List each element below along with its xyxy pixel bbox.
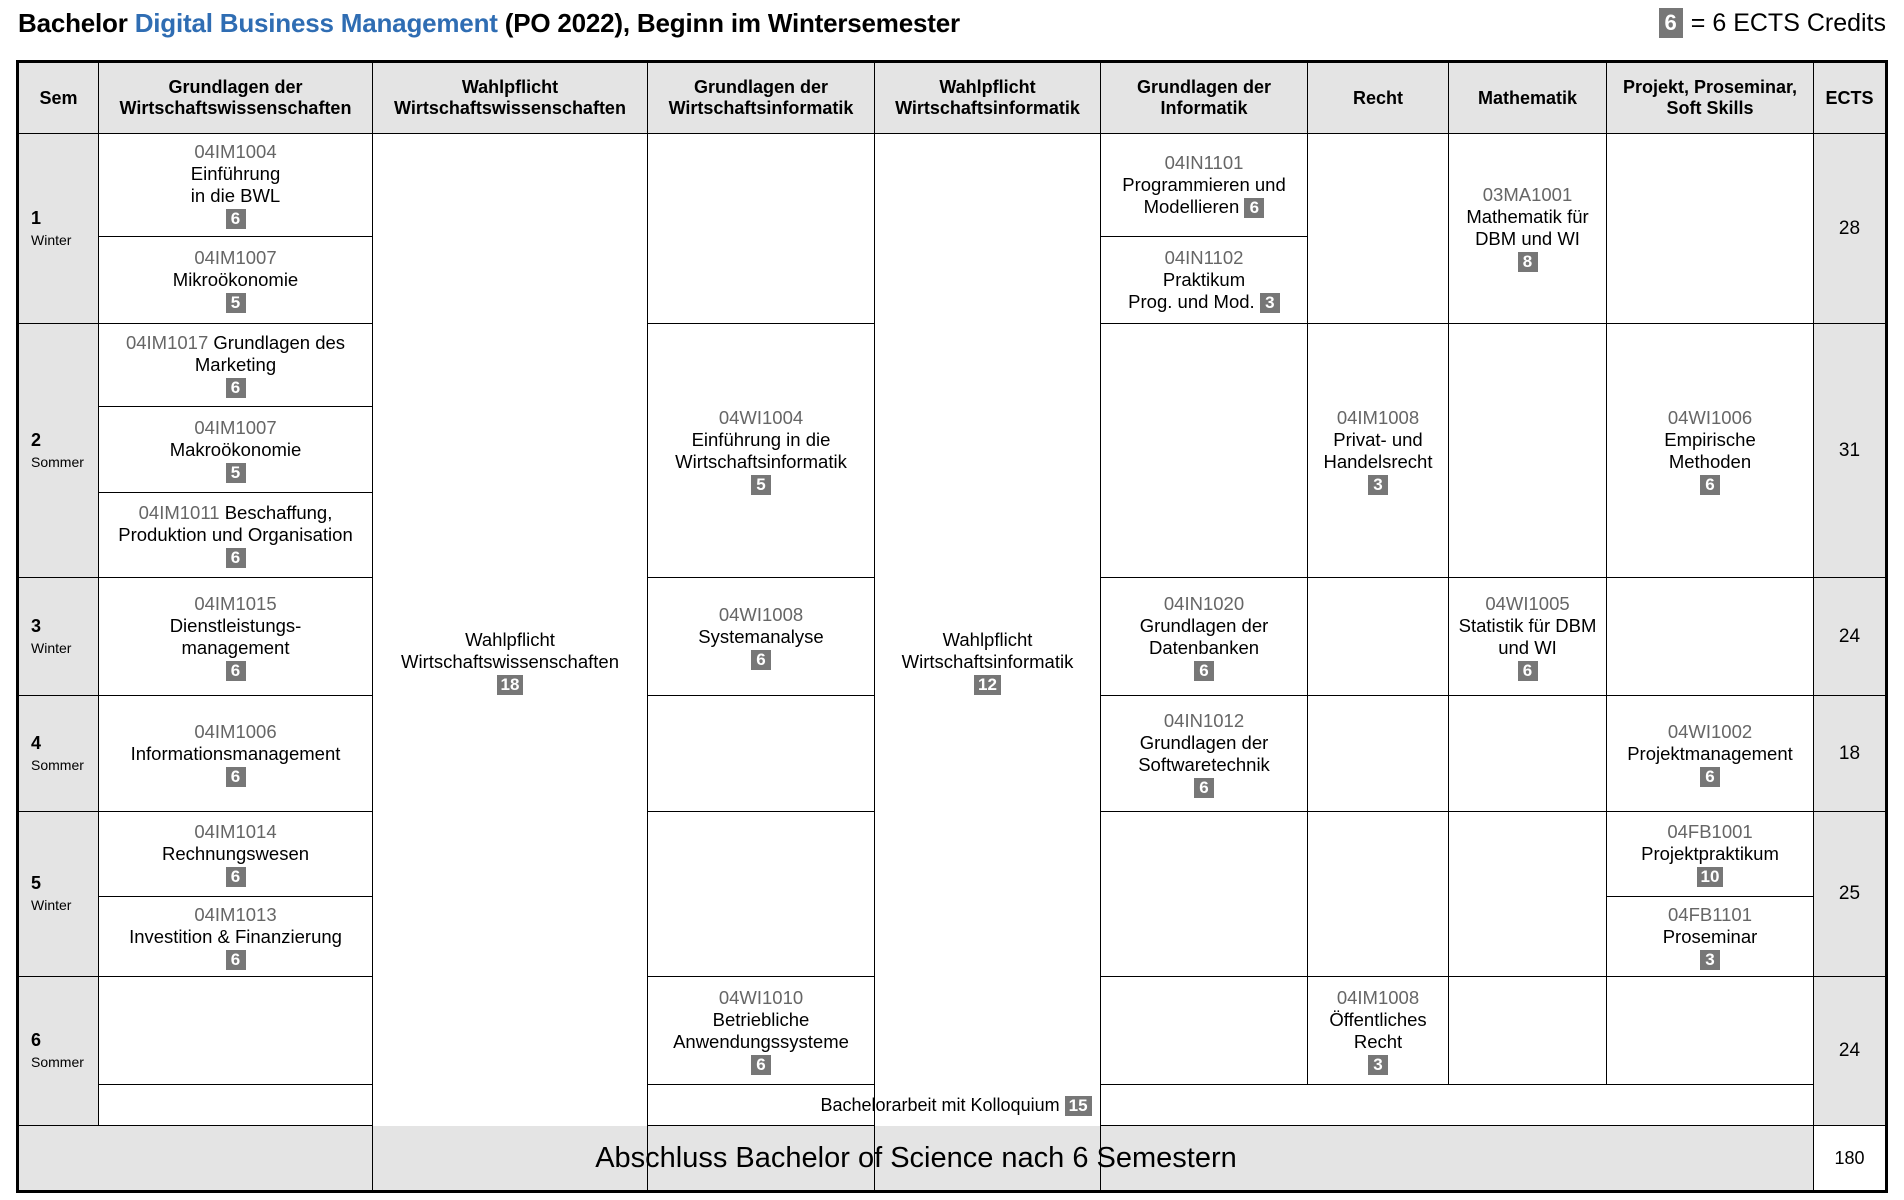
course-name: Privat- und xyxy=(1333,428,1423,450)
course-name: Mathematik für xyxy=(1466,206,1589,227)
course-code: 04WI1005 xyxy=(1485,592,1570,614)
ects-badge: 3 xyxy=(1260,293,1280,313)
semester-ects: 24 xyxy=(1814,977,1887,1126)
course-name: management xyxy=(181,636,290,658)
ects-badge: 6 xyxy=(226,548,246,568)
empty-cell xyxy=(1101,812,1308,977)
course-code: 04WI1008 xyxy=(718,603,804,625)
ects-badge: 8 xyxy=(1518,252,1538,272)
ects-badge: 18 xyxy=(497,675,524,695)
course-mathematik xyxy=(1449,134,1607,324)
empty-cell xyxy=(1607,977,1814,1085)
course-name: Recht xyxy=(1353,1030,1403,1052)
course-oeffentliches-recht xyxy=(1308,977,1449,1085)
course-datenbanken xyxy=(1101,578,1308,696)
course-code: 04IN1102 xyxy=(1164,247,1244,268)
ects-badge: 6 xyxy=(751,1055,771,1075)
course-name: Produktion und Organisation xyxy=(118,524,353,545)
empty-cell xyxy=(1449,696,1607,812)
semester-3 xyxy=(18,578,99,696)
course-empirische-methoden xyxy=(1607,324,1814,578)
course-code: 04IM1015 xyxy=(194,592,277,614)
course-name: Empirische xyxy=(1664,428,1756,450)
course-code: 04IN1012 xyxy=(1163,709,1245,731)
header-ects: ECTS xyxy=(1814,62,1887,134)
header-recht: Recht xyxy=(1308,62,1449,134)
course-name: Informationsmanagement xyxy=(130,742,341,764)
course-code: 04WI1004 xyxy=(718,406,804,428)
header-wahlpflicht-wi: Wahlpflicht Wirtschaftsinformatik xyxy=(875,62,1101,134)
ects-badge: 6 xyxy=(226,209,246,229)
wahlpflicht-ww-block xyxy=(373,134,648,1192)
ects-badge: 6 xyxy=(226,950,246,970)
legend-badge: 6 xyxy=(1659,8,1683,38)
course-name: und WI xyxy=(1498,636,1557,658)
course-name: Softwaretechnik xyxy=(1138,753,1270,775)
semester-ects: 25 xyxy=(1814,812,1887,977)
course-beschaffung xyxy=(99,493,373,578)
course-code: 04IN1020 xyxy=(1163,592,1245,614)
course-dienstleistung xyxy=(99,578,373,696)
course-code: 04IM1008 xyxy=(1336,986,1420,1008)
course-einfuehrung-wi xyxy=(648,324,875,578)
course-name: Projektmanagement xyxy=(1627,742,1793,764)
bachelor-thesis xyxy=(99,1085,1814,1126)
semester-1 xyxy=(18,134,99,324)
course-proseminar xyxy=(1607,897,1814,977)
course-code: 04IN1101 xyxy=(1164,152,1244,173)
course-name: Betriebliche xyxy=(712,1008,810,1030)
empty-cell xyxy=(1308,578,1449,696)
course-rechnungswesen xyxy=(99,812,373,897)
semester-4 xyxy=(18,696,99,812)
semester-term: Sommer xyxy=(31,1054,84,1070)
ects-badge: 6 xyxy=(1244,198,1264,218)
title-prefix: Bachelor xyxy=(18,8,135,38)
ects-badge: 12 xyxy=(974,675,1001,695)
legend-text: = 6 ECTS Credits xyxy=(1690,8,1886,37)
empty-cell xyxy=(1449,324,1607,578)
course-name: Handelsrecht xyxy=(1323,450,1433,472)
course-name: Grundlagen des xyxy=(213,332,346,353)
course-code: 04WI1002 xyxy=(1667,720,1753,742)
thesis-name: Bachelorarbeit mit Kolloquium xyxy=(820,1095,1060,1115)
course-name: Grundlagen der xyxy=(1139,614,1269,636)
course-marketing xyxy=(99,324,373,407)
course-name: Praktikum xyxy=(1162,269,1246,290)
ects-badge: 6 xyxy=(226,661,246,681)
course-name: DBM und WI xyxy=(1475,228,1580,249)
block-name: Wahlpflicht xyxy=(942,629,1033,650)
course-code: 03MA1001 xyxy=(1482,184,1573,205)
ects-badge: 5 xyxy=(226,293,246,313)
title-suffix: (PO 2022), Beginn im Wintersemester xyxy=(497,8,960,38)
course-code: 04IM1004 xyxy=(194,141,277,162)
header-row xyxy=(18,62,1887,134)
semester-number: 2 xyxy=(31,429,42,450)
course-name: Proseminar xyxy=(1662,925,1758,947)
ects-badge: 10 xyxy=(1697,867,1724,887)
course-investition xyxy=(99,897,373,977)
empty-cell xyxy=(1308,812,1449,977)
course-name: Beschaffung, xyxy=(224,502,333,523)
header-grundlagen-wi: Grundlagen der Wirtschaftsinformatik xyxy=(648,62,875,134)
course-name: Marketing xyxy=(194,354,277,375)
ects-badge: 6 xyxy=(226,867,246,887)
course-praktikum xyxy=(1101,237,1308,324)
header-grundlagen-informatik: Grundlagen der Informatik xyxy=(1101,62,1308,134)
semester-number: 1 xyxy=(31,207,42,228)
course-name: Systemanalyse xyxy=(698,625,824,647)
course-statistik xyxy=(1449,578,1607,696)
ects-badge: 3 xyxy=(1700,950,1720,970)
curriculum-table xyxy=(16,60,1888,1193)
course-name: Wirtschaftsinformatik xyxy=(675,450,847,472)
semester-number: 6 xyxy=(31,1030,42,1050)
semester-6 xyxy=(18,977,99,1126)
degree-summary: Abschluss Bachelor of Science nach 6 Semestern xyxy=(18,1126,1814,1192)
semester-term: Sommer xyxy=(31,756,84,773)
header-grundlagen-ww: Grundlagen der Wirtschaftswissenschaften xyxy=(99,62,373,134)
empty-cell xyxy=(648,812,875,977)
header-projekt: Projekt, Proseminar, Soft Skills xyxy=(1607,62,1814,134)
ects-badge: 6 xyxy=(1518,661,1538,681)
course-name: in die BWL xyxy=(190,185,281,206)
block-name: Wahlpflicht xyxy=(465,629,555,650)
course-name: Investition & Finanzierung xyxy=(129,925,342,947)
ects-badge: 5 xyxy=(751,475,771,495)
course-code: 04IM1014 xyxy=(194,821,277,842)
course-name: Datenbanken xyxy=(1148,636,1260,658)
ects-badge: 6 xyxy=(1700,767,1720,787)
ects-badge: 3 xyxy=(1368,1055,1388,1075)
empty-cell xyxy=(1449,812,1607,977)
header-mathematik: Mathematik xyxy=(1449,62,1607,134)
empty-cell xyxy=(648,696,875,812)
course-code: 04IM1017 xyxy=(125,332,209,353)
semester-number: 4 xyxy=(31,732,42,753)
course-code: 04IM1006 xyxy=(194,720,277,742)
course-name: Einführung in die xyxy=(691,428,831,450)
empty-cell xyxy=(1101,324,1308,578)
course-programmieren xyxy=(1101,134,1308,237)
course-code: 04WI1006 xyxy=(1667,406,1753,428)
course-systemanalyse xyxy=(648,578,875,696)
course-name: Öffentliches xyxy=(1329,1008,1427,1030)
wahlpflicht-wi-block xyxy=(875,134,1101,1192)
course-softwaretechnik xyxy=(1101,696,1308,812)
course-name: Prog. und Mod. xyxy=(1128,291,1255,312)
semester-term: Winter xyxy=(31,231,72,248)
course-code: 04IM1007 xyxy=(194,416,277,438)
course-code: 04FB1101 xyxy=(1668,903,1752,925)
semester-ects: 28 xyxy=(1814,134,1887,324)
empty-cell xyxy=(1607,134,1814,324)
block-name: Wirtschaftswissenschaften xyxy=(401,651,619,672)
empty-cell xyxy=(1308,696,1449,812)
empty-cell xyxy=(1607,578,1814,696)
empty-cell xyxy=(1449,977,1607,1085)
course-code: 04FB1001 xyxy=(1667,821,1753,842)
ects-badge: 5 xyxy=(226,463,246,483)
course-informationsmanagement xyxy=(99,696,373,812)
course-name: Rechnungswesen xyxy=(161,843,310,864)
empty-cell xyxy=(99,977,373,1085)
empty-cell xyxy=(1308,134,1449,324)
page-title xyxy=(18,8,960,39)
semester-term: Winter xyxy=(31,639,72,656)
course-code: 04IM1011 xyxy=(138,502,220,523)
ects-badge: 6 xyxy=(1700,475,1720,495)
course-code: 04WI1010 xyxy=(718,986,804,1008)
course-name: Statistik für DBM xyxy=(1458,614,1597,636)
ects-badge: 3 xyxy=(1368,475,1388,495)
total-ects: 180 xyxy=(1814,1126,1887,1192)
header-sem: Sem xyxy=(18,62,99,134)
semester-ects: 24 xyxy=(1814,578,1887,696)
semester-ects: 18 xyxy=(1814,696,1887,812)
course-name: Einführung xyxy=(190,163,281,184)
empty-cell xyxy=(1101,977,1308,1085)
course-name: Projektpraktikum xyxy=(1641,843,1779,864)
course-einfuehrung-bwl xyxy=(99,134,373,237)
course-name: Programmieren und xyxy=(1122,174,1286,195)
course-makrooekonomie xyxy=(99,407,373,493)
course-name: Modellieren xyxy=(1143,196,1240,217)
course-mikrooekonomie xyxy=(99,237,373,324)
course-privatrecht xyxy=(1308,324,1449,578)
course-code: 04IM1007 xyxy=(194,247,277,268)
course-name: Anwendungssysteme xyxy=(673,1030,849,1052)
ects-badge: 6 xyxy=(751,650,771,670)
ects-badge: 6 xyxy=(1194,778,1214,798)
course-code: 04IM1008 xyxy=(1336,406,1420,428)
course-name: Makroökonomie xyxy=(169,438,302,460)
ects-badge: 6 xyxy=(1194,661,1214,681)
semester-2 xyxy=(18,324,99,578)
semester-number: 3 xyxy=(31,615,42,636)
title-program: Digital Business Management xyxy=(134,8,498,38)
course-name: Mikroökonomie xyxy=(172,269,299,290)
ects-badge: 15 xyxy=(1065,1096,1092,1116)
ects-badge: 6 xyxy=(226,767,246,787)
ects-legend xyxy=(1659,8,1886,38)
course-projektmanagement xyxy=(1607,696,1814,812)
course-name: Methoden xyxy=(1668,450,1752,472)
course-anwendungssysteme xyxy=(648,977,875,1085)
semester-term: Sommer xyxy=(31,453,84,470)
semester-ects: 31 xyxy=(1814,324,1887,578)
empty-cell xyxy=(648,134,875,324)
semester-5 xyxy=(18,812,99,977)
semester-number: 5 xyxy=(31,873,42,893)
course-projektpraktikum xyxy=(1607,812,1814,897)
ects-badge: 6 xyxy=(226,378,246,398)
course-name: Dienstleistungs- xyxy=(169,614,302,636)
course-name: Grundlagen der xyxy=(1139,731,1269,753)
header-wahlpflicht-ww: Wahlpflicht Wirtschaftswissenschaften xyxy=(373,62,648,134)
block-name: Wirtschaftsinformatik xyxy=(901,651,1074,672)
semester-term: Winter xyxy=(31,897,72,913)
course-code: 04IM1013 xyxy=(194,903,277,925)
